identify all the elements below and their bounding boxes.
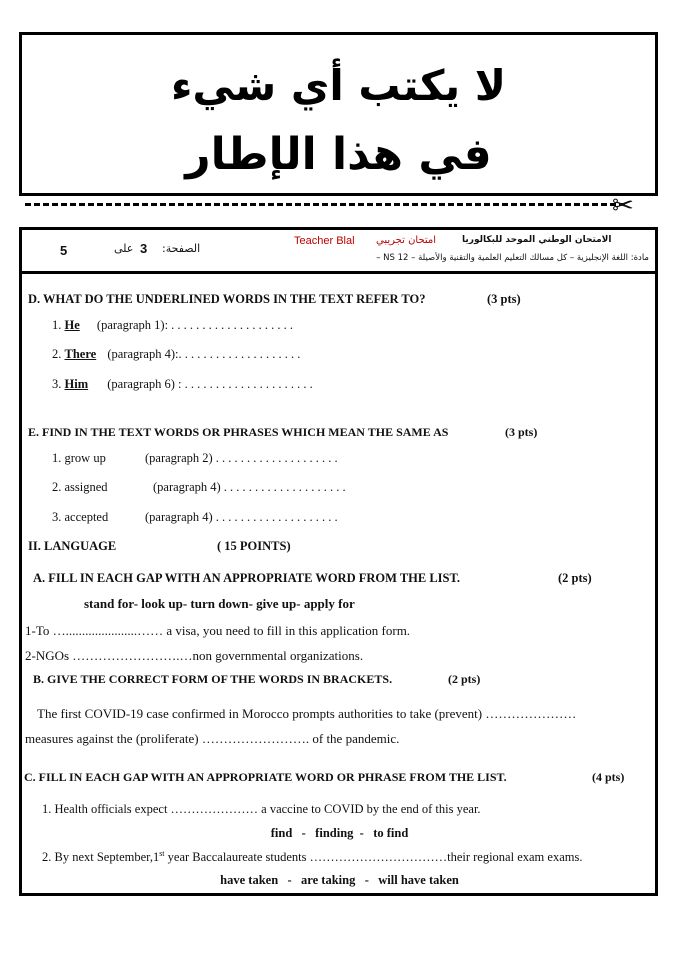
- do-not-write-frame: [19, 32, 658, 196]
- section-d-title: D. WHAT DO THE UNDERLINED WORDS IN THE TEXT REFER TO?: [28, 292, 426, 306]
- section-b-points: (2 pts): [448, 672, 481, 686]
- page-header: [19, 227, 658, 271]
- frame-warning-line-1: لا يكتب أي شيء: [170, 61, 507, 110]
- page-label: الصفحة:: [162, 242, 201, 255]
- section-e-title: E. FIND IN THE TEXT WORDS OR PHRASES WHICH MEAN THE SAME AS: [28, 425, 449, 439]
- gap-sentence: 1-To …......................…… a visa, you need to fill in this application form.: [25, 623, 411, 638]
- options-list: find - finding - to find: [270, 826, 409, 840]
- section-e-points: (3 pts): [505, 425, 538, 439]
- gap-sentence: 2-NGOs …………………….…non governmental organizations.: [25, 648, 364, 663]
- frame-warning-line-2: في هذا الإطار: [185, 129, 492, 180]
- list-item: 3. Him (paragraph 6) : . . . . . . . . . . . . . . . . . . . . .: [52, 377, 313, 391]
- list-item: 2. There (paragraph 4):. . . . . . . . . . . . . . . . . . . .: [52, 347, 301, 361]
- ala-label: على: [114, 242, 134, 255]
- section-a-points: (2 pts): [558, 571, 592, 585]
- gap-sentence: The first COVID-19 case confirmed in Morocco prompts authorities to take (prevent) …………………: [37, 706, 577, 721]
- options-list: have taken - are taking - will have taken: [220, 873, 459, 887]
- list-item-rest: (paragraph 2) . . . . . . . . . . . . . . . . . . . .: [145, 451, 338, 465]
- language-points: ( 15 POINTS): [217, 539, 291, 553]
- list-item: 1. He (paragraph 1): . . . . . . . . . . . . . . . . . . . .: [52, 318, 294, 332]
- gap-sentence: 2. By next September,1st year Baccalaureate students ……………………………their regional exam exams.: [42, 849, 583, 865]
- list-item-rest: (paragraph 4) . . . . . . . . . . . . . . . . . . . .: [153, 480, 346, 494]
- list-item-rest: (paragraph 4) . . . . . . . . . . . . . . . . . . . .: [145, 510, 338, 524]
- section-b-title: B. GIVE THE CORRECT FORM OF THE WORDS IN BRACKETS.: [33, 672, 393, 686]
- gap-sentence: 1. Health officials expect ………………… a vaccine to COVID by the end of this year.: [42, 802, 481, 816]
- national-exam-label: الامتحان الوطني الموحد للبكالوريا: [462, 235, 612, 245]
- language-title: II. LANGUAGE: [28, 539, 117, 553]
- underlined-word: Him: [64, 377, 89, 391]
- section-d-points: (3 pts): [487, 292, 521, 306]
- word-list: stand for- look up- turn down- give up- apply for: [84, 596, 355, 611]
- section-c-points: (4 pts): [592, 770, 625, 784]
- list-item: 2. assigned: [52, 480, 108, 494]
- underlined-word: There: [64, 347, 97, 361]
- section-c-title: C. FILL IN EACH GAP WITH AN APPROPRIATE WORD OR PHRASE FROM THE LIST.: [24, 770, 507, 784]
- scissors-icon: ✂: [612, 191, 634, 221]
- page-of: 3: [140, 241, 148, 256]
- underlined-word: He: [64, 318, 80, 332]
- subject-line: مادة: اللغة الإنجليزية – كل مسالك التعليم العلمية والتقنية والأصيلة – NS 12 –: [376, 253, 649, 263]
- gap-sentence: measures against the (proliferate) ……………………. of the pandemic.: [25, 731, 400, 746]
- list-item: 3. accepted: [52, 510, 109, 524]
- section-a-title: A. FILL IN EACH GAP WITH AN APPROPRIATE WORD FROM THE LIST.: [33, 571, 461, 585]
- exam-type: امتحان تجريبي: [376, 235, 437, 246]
- list-item: 1. grow up: [52, 451, 106, 465]
- cut-line: [25, 203, 625, 206]
- teacher-name: Teacher Blal: [294, 235, 355, 247]
- page-number: 5: [60, 243, 68, 258]
